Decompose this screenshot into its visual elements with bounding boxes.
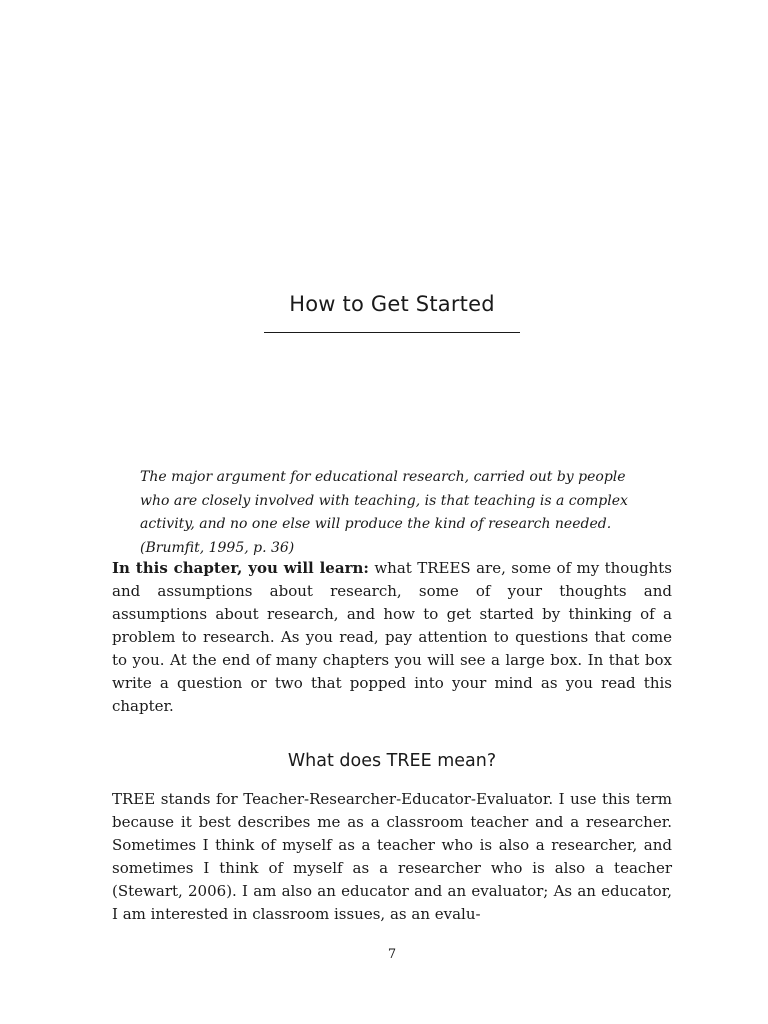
intro-paragraph bbox=[112, 557, 672, 718]
chapter-title: How to Get Started bbox=[289, 292, 495, 316]
title-underline bbox=[264, 332, 520, 333]
page-number: 7 bbox=[387, 947, 397, 962]
section-heading: What does TREE mean? bbox=[287, 751, 497, 771]
section-paragraph: TREE stands for Teacher-Researcher-Educator-Evaluator. I use this term because it best describes me as a classroom teacher and a researcher. Sometimes I think of myself as a teacher who is also a researcher, and sometimes I think of myself as a researcher who is also a teacher (Stewart, 2006). I am also an educator and an evaluator; As an educator, I am interested in classroom issues, as an evalu- bbox=[112, 790, 672, 923]
intro-lead: In this chapter, you will learn: bbox=[112, 559, 369, 577]
epigraph-quote: The major argument for educational research, carried out by people who are closely involved with teaching, is that teaching is a complex activity, and no one else will produce the kind of research needed. (Brumfit, 1995, p. 36) bbox=[140, 469, 628, 556]
intro-text: what TREES are, some of my thoughts and assumptions about research, some of your thoughts and assumptions about research, and how to get started by thinking of a problem to research. As you read, pay attention to questions that come to you. At the end of many chapters you will see a large box. In that box write a question or two that popped into your mind as you read this chapter. bbox=[112, 559, 672, 715]
